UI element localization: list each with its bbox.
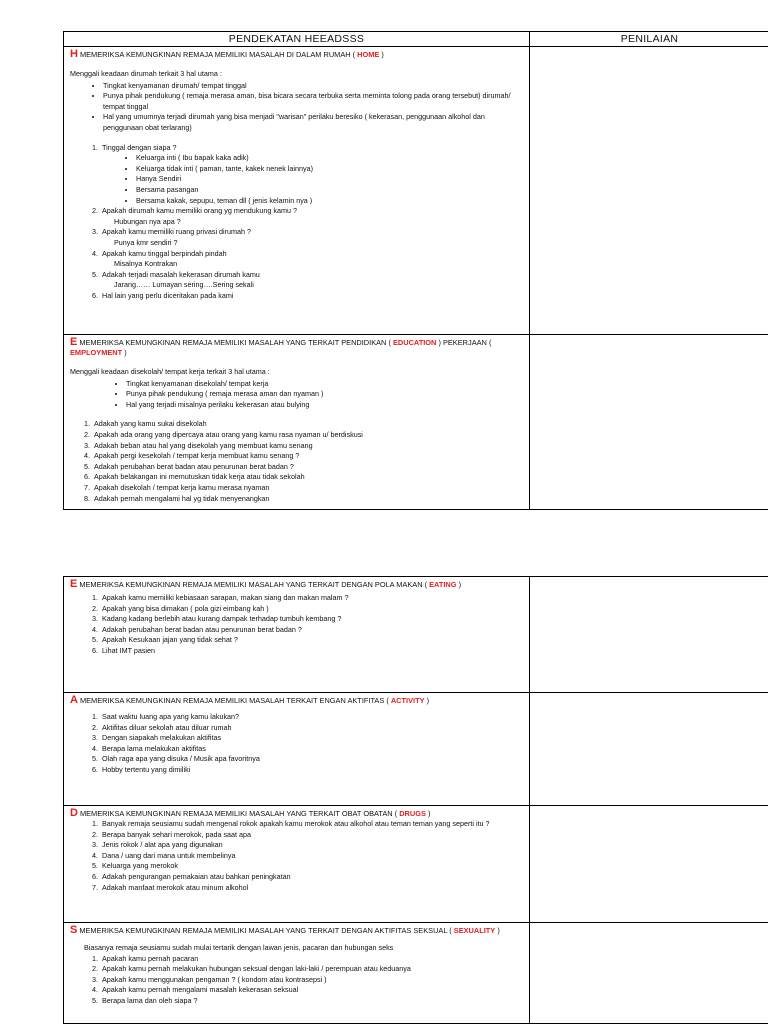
- education-questions: [70, 419, 523, 504]
- home-questions: [70, 143, 523, 302]
- list-item: 8. Adakah pernah mengalami hal yg tidak menyenangkan: [92, 494, 523, 505]
- row-activity: [64, 693, 768, 806]
- drugs-tag: DRUGS: [399, 809, 426, 818]
- home-letter: H: [70, 48, 78, 60]
- list-item: 1. Banyak remaja seusiamu sudah mengenal rokok apakah kamu merokok atau alkohol atau teman teman yang seperti itu ?: [100, 819, 523, 830]
- list-item: • Keluarga inti ( Ibu bapak kaka adik): [136, 153, 523, 164]
- list-item: • Hal yang terjadi misalnya perilaku kekerasan atau bulying: [126, 400, 523, 411]
- drugs-questions: [70, 819, 523, 893]
- list-item: 3. Apakah kamu memiliki ruang privasi dirumah ? Punya kmr sendiri ?: [100, 227, 523, 248]
- list-item: 4. Adakah perubahan berat badan atau penurunan berat badan ?: [100, 625, 523, 636]
- section-sexuality: [64, 923, 529, 1010]
- list-item: 6. Lihat IMT pasien: [100, 646, 523, 657]
- drugs-letter: D: [70, 807, 78, 819]
- list-item: 2. Apakah ada orang yang dipercaya atau orang yang kamu rasa nyaman u/ berdiskusi: [92, 430, 523, 441]
- eating-letter: E: [70, 578, 78, 590]
- list-item: 3. Adakah beban atau hal yang disekolah yang membuat kamu senang: [92, 441, 523, 452]
- list-item: 5. Apakah Kesukaan jajan yang tidak sehat ?: [100, 635, 523, 646]
- list-item: • Punya pihak pendukung ( remaja merasa aman, bisa bicara secara terbuka serta meminta tolong pada orang tersebut) dirumah/ tempat tinggal: [103, 91, 523, 112]
- education-letter: E: [70, 336, 78, 348]
- education-tag: EDUCATION: [392, 338, 437, 347]
- sexuality-tag: SEXUALITY: [453, 926, 496, 935]
- list-item: 5. Olah raga apa yang disuka / Musik apa favoritnya: [100, 754, 523, 765]
- section-eating: [64, 577, 529, 660]
- penilaian-cell-eating: [530, 577, 768, 693]
- row-home: [64, 47, 768, 335]
- drugs-title: D MEMERIKSA KEMUNGKINAN REMAJA MEMILIKI MASALAH YANG TERKAIT OBAT OBATAN ( DRUGS ): [70, 807, 431, 819]
- list-item: 5. Adakah perubahan berat badan atau penurunan berat badan ?: [92, 462, 523, 473]
- list-item: 4. Apakah kamu pernah mengalami masalah kekerasan seksual: [100, 985, 523, 996]
- section-drugs: [64, 806, 529, 896]
- list-item: 3. Kadang kadang berlebih atau kurang dampak terhadap tumbuh kembang ?: [100, 614, 523, 625]
- activity-questions: [70, 712, 523, 776]
- section-home: [64, 47, 529, 304]
- list-item: 1. Adakah yang kamu sukai disekolah: [92, 419, 523, 430]
- list-item: • Bersama kakak, sepupu, teman dll ( jenis kelamin nya ): [136, 196, 523, 207]
- list-item: 1. Tinggal dengan siapa ? • Keluarga inti ( Ibu bapak kaka adik) • Keluarga tidak inti ( paman, tante, kakek nenek lainnya) • Hanya Sendiri • Bersama pasangan • Bersama kakak, sepupu, teman dll ( jenis kelamin nya ): [100, 143, 523, 207]
- employment-tag: EMPLOYMENT: [70, 348, 123, 357]
- penilaian-cell-drugs: [530, 806, 768, 923]
- home-title: H MEMERIKSA KEMUNGKINAN REMAJA MEMILIKI MASALAH DI DALAM RUMAH ( HOME ): [70, 48, 384, 60]
- list-item: 6. Apakah belakangan ini memutuskan tidak kerja atau tidak sekolah: [92, 472, 523, 483]
- list-item: 2. Apakah kamu pernah melakukan hubungan seksual dengan laki-laki / perempuan atau keduanya: [100, 964, 523, 975]
- list-item: 4. Berapa lama melakukan aktifitas: [100, 744, 523, 755]
- education-bullets: [70, 379, 523, 411]
- header-penilaian: PENILAIAN: [530, 32, 768, 47]
- education-intro: Menggali keadaan disekolah/ tempat kerja terkait 3 hal utama :: [70, 367, 270, 376]
- list-item: 3. Dengan siapakah melakukan aktifitas: [100, 733, 523, 744]
- list-item: • Hanya Sendiri: [136, 174, 523, 185]
- penilaian-cell-sexuality: [530, 923, 768, 1024]
- list-item: • Tingkat kenyamanan dirumah/ tempat tinggal: [103, 81, 523, 92]
- activity-tag: ACTIVITY: [390, 696, 425, 705]
- list-item: 7. Apakah disekolah / tempat kerja kamu merasa nyaman: [92, 483, 523, 494]
- header-pendekatan: PENDEKATAN HEEADSSS: [64, 32, 530, 47]
- list-item: 2. Berapa banyak sehari merokok, pada saat apa: [100, 830, 523, 841]
- list-item: 5. Keluarga yang merokok: [100, 861, 523, 872]
- penilaian-cell-home: [530, 47, 768, 335]
- row-sexuality: [64, 923, 768, 1024]
- eating-title: E MEMERIKSA KEMUNGKINAN REMAJA MEMILIKI MASALAH YANG TERKAIT DENGAN POLA MAKAN ( EATING ): [70, 578, 462, 590]
- section-education: [64, 335, 529, 507]
- home-bullets: [70, 81, 523, 134]
- home-intro: Menggali keadaan dirumah terkait 3 hal utama :: [70, 69, 222, 78]
- penilaian-cell-education: [530, 335, 768, 510]
- activity-title: A MEMERIKSA KEMUNGKINAN REMAJA MEMILIKI MASALAH TERKAIT ENGAN AKTIFITAS ( ACTIVITY ): [70, 694, 430, 706]
- list-item: 2. Apakah dirumah kamu memiliki orang yg mendukung kamu ? Hubungan nya apa ?: [100, 206, 523, 227]
- heeadsss-table-page-1: [63, 31, 768, 510]
- table-header-row: [64, 32, 768, 47]
- list-item: 5. Berapa lama dan oleh siapa ?: [100, 996, 523, 1007]
- list-item: 3. Apakah kamu menggunakan pengaman ? ( kondom atau kontrasepsi ): [100, 975, 523, 986]
- sexuality-intro: Biasanya remaja seusiamu sudah mulai tertarik dengan lawan jenis, pacaran dan hubungan seks: [84, 943, 394, 952]
- row-education: [64, 335, 768, 510]
- list-item: 4. Dana / uang dari mana untuk membelinya: [100, 851, 523, 862]
- list-item: • Bersama pasangan: [136, 185, 523, 196]
- list-item: 1. Apakah kamu memiliki kebiasaan sarapan, makan siang dan makan malam ?: [100, 593, 523, 604]
- list-item: 6. Adakah pengurangan pemakaian atau bahkan peningkatan: [100, 872, 523, 883]
- sexuality-title: S MEMERIKSA KEMUNGKINAN REMAJA MEMILIKI MASALAH YANG TERKAIT DENGAN AKTIFITAS SEKSUAL ( SEXUALITY ): [70, 924, 500, 936]
- list-item: 2. Apakah yang bisa dimakan ( pola gizi eimbang kah ): [100, 604, 523, 615]
- list-item: 4. Apakah kamu tinggal berpindah pindah Misalnya Kontrakan: [100, 249, 523, 270]
- list-item: 6. Hal lain yang perlu diceritakan pada kami: [100, 291, 523, 302]
- sexuality-questions: [70, 954, 523, 1007]
- list-item: 4. Apakah pergi kesekolah / tempat kerja membuat kamu senang ?: [92, 451, 523, 462]
- list-item: 3. Jenis rokok / alat apa yang digunakan: [100, 840, 523, 851]
- list-item: 6. Hobby tertentu yang dimiliki: [100, 765, 523, 776]
- list-item: • Hal yang umumnya terjadi dirumah yang bisa menjadi "warisan" perilaku beresiko ( kekerasan, penggunaan alkohol dan penggunaan obat terlarang): [103, 112, 523, 133]
- list-item: 1. Apakah kamu pernah pacaran: [100, 954, 523, 965]
- education-title: E MEMERIKSA KEMUNGKINAN REMAJA MEMILIKI MASALAH YANG TERKAIT PENDIDIKAN ( EDUCATION ) PEKERJAAN ( EMPLOYMENT ): [70, 336, 492, 357]
- sexuality-letter: S: [70, 924, 78, 936]
- list-item: 1. Saat waktu luang apa yang kamu lakukan?: [100, 712, 523, 723]
- heeadsss-table-page-2: [63, 576, 768, 1024]
- home-tag: HOME: [357, 50, 380, 59]
- home-q1-options: [102, 153, 523, 206]
- list-item: • Tingkat kenyamanan disekolah/ tempat kerja: [126, 379, 523, 390]
- eating-questions: [70, 593, 523, 657]
- list-item: 5. Adakah terjadi masalah kekerasan dirumah kamu Jarang…… Lumayan sering….Sering sekali: [100, 270, 523, 291]
- eating-tag: EATING: [429, 580, 457, 589]
- row-eating: [64, 577, 768, 693]
- list-item: 2. Aktifitas diluar sekolah atau diluar rumah: [100, 723, 523, 734]
- list-item: • Punya pihak pendukung ( remaja merasa aman dan nyaman ): [126, 389, 523, 400]
- row-drugs: [64, 806, 768, 923]
- list-item: 7. Adakah manfaat merokok atau minum alkohol: [100, 883, 523, 894]
- section-activity: [64, 693, 529, 779]
- list-item: • Keluarga tidak inti ( paman, tante, kakek nenek lainnya): [136, 164, 523, 175]
- activity-letter: A: [70, 694, 78, 706]
- penilaian-cell-activity: [530, 693, 768, 806]
